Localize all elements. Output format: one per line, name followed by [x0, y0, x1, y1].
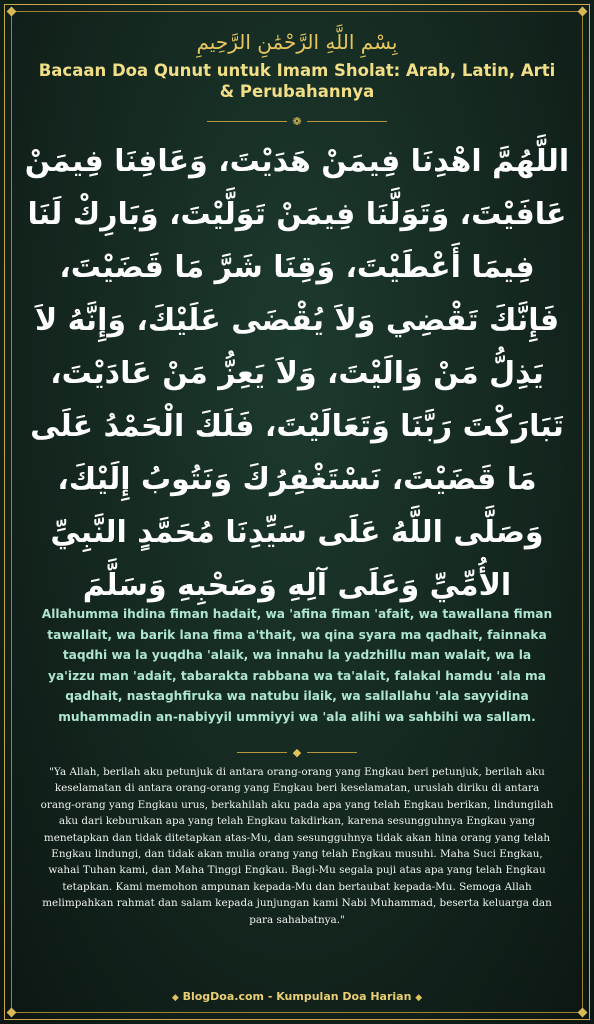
diamond-icon: ◆	[292, 746, 302, 759]
flower-icon: ❁	[292, 115, 302, 128]
translation-text: "Ya Allah, berilah aku petunjuk di antara orang-orang yang Engkau beri petunjuk, berilah aku keselamatan di antara orang-orang yang Engkau beri keselamatan, uruslah diriku di antara orang-orang yang Engkau urus, berkahilah aku pada apa yang telah Engkau berikan, lindungilah aku dari keburukan apa yang telah Engkau takdirkan, karena sesungguhnya Engkau yang menetapkan dan tidak ditetapkan atas-Mu, dan sesungguhnya tidak akan hina orang yang telah Engkau lindungi, dan tidak akan mulia orang yang telah Engkau musuhi. Maha Suci Engkau, wahai Tuhan kami, dan Maha Tinggi Engkau. Bagi-Mu segala puji atas apa yang telah Engkau tetapkan. Kami memohon ampunan kepada-Mu dan bertaubat kepada-Mu. Semoga Allah melimpahkan rahmat dan salam kepada junjungan kami Nabi Muhammad, beserta keluarga dan para sahabatnya."	[40, 766, 554, 926]
page-title: Bacaan Doa Qunut untuk Imam Sholat: Arab, Latin, Arti & Perubahannya	[38, 61, 556, 101]
diamond-icon: ◆	[415, 993, 423, 1003]
latin-transliteration: Allahumma ihdina fiman hadait, wa 'afina fiman 'afait, wa tawallana fiman tawallait, wa barik lana fima a'thait, wa qina syara ma qadhait, fainnaka taqdhi wa la yuqdha 'alaik, wa innahu la yadzhillu man walait, wa la ya'izzu man 'adait, tabarakta rabbana wa ta'alait, falakal hamdu 'ala ma qadhait, nastaghfiruka wa natubu ilaik, wa sallallahu 'ala sayyidina muhammadin an-nabiyyil ummiyyi wa 'ala alihi wa sahbihi wa sallam.	[41, 607, 553, 724]
arabic-prayer-text: اللَّهُمَّ اهْدِنَا فِيمَنْ هَدَيْتَ، وَعَافِنَا فِيمَنْ عَافَيْتَ، وَتَوَلَّنَا فِيمَنْ تَوَلَّيْتَ، وَبَارِكْ لَنَا فِيمَا أَعْطَيْتَ، وَقِنَا شَرَّ مَا قَضَيْتَ، فَإِنَّكَ تَقْضِي وَلاَ يُقْضَى عَلَيْكَ، وَإِنَّهُ لاَ يَذِلُّ مَنْ وَالَيْتَ، وَلاَ يَعِزُّ مَنْ عَادَيْتَ، تَبَارَكْتَ رَبَّنَا وَتَعَالَيْتَ، فَلَكَ الْحَمْدُ عَلَى مَا قَضَيْتَ، نَسْتَغْفِرُكَ وَنَتُوبُ إِلَيْكَ، وَصَلَّى اللَّهُ عَلَى سَيِّدِنَا مُحَمَّدٍ النَّبِيِّ الأُمِّيِّ وَعَلَى آلِهِ وَصَحْبِهِ وَسَلَّمَ	[24, 144, 570, 603]
basmala: بِسْمِ اللَّهِ الرَّحْمَٰنِ الرَّحِيمِ	[196, 30, 398, 54]
footer-text[interactable]: BlogDoa.com - Kumpulan Doa Harian	[182, 990, 412, 1003]
footer	[0, 990, 594, 1003]
ornament-divider	[0, 116, 594, 128]
diamond-icon: ◆	[171, 993, 179, 1003]
ornament-divider	[0, 747, 594, 759]
